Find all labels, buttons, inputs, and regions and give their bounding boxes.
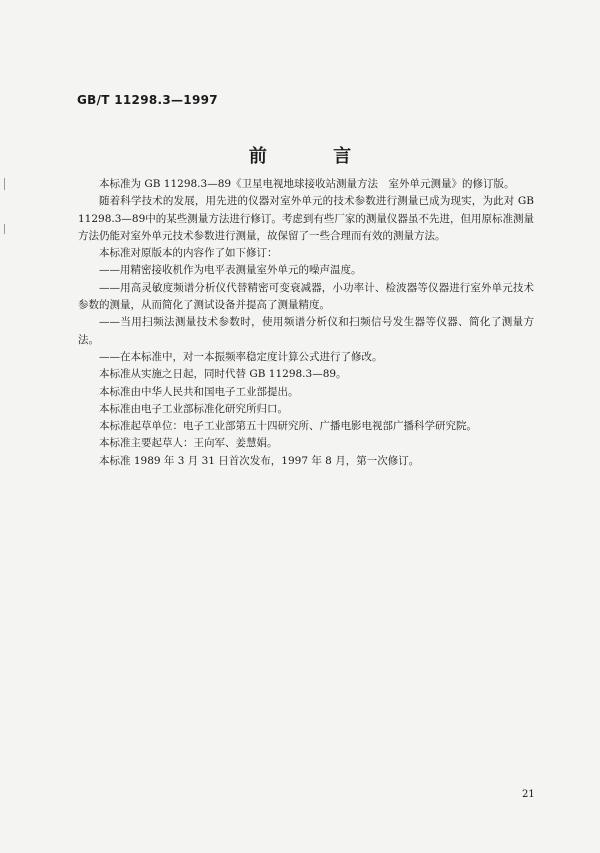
paragraph: 本标准由中华人民共和国电子工业部提出。 (99, 385, 299, 398)
revision-item: ——用高灵敏度频谱分析仪代替精密可变衰减器，小功率计、检波器等仪器进行室外单元技术参数的测量，从而简化了测试设备并提高了测量精度。 (78, 281, 534, 312)
paragraph: 本标准主要起草人：王向军、姜慧娟。 (99, 437, 278, 450)
paragraph: 本标准为 GB 11298.3—89《卫星电视地球接收站测量方法 室外单元测量》的修订版。 (99, 178, 515, 190)
paragraph: 本标准 1989 年 3 月 31 日首次发布，1997 年 8 月，第一次修订。 (99, 454, 420, 467)
page-number: 21 (522, 789, 535, 800)
scan-edge-mark (4, 224, 5, 234)
paragraph: 本标准由电子工业部标准化研究所归口。 (99, 402, 288, 415)
standard-code: GB/T 11298.3—1997 (77, 93, 218, 107)
paragraph: 本标准从实施之日起，同时代替 GB 11298.3—89。 (99, 368, 347, 381)
revision-item: ——用精密接收机作为电平表测量室外单元的噪声温度。 (99, 264, 362, 277)
paragraph: 随着科学技术的发展，用先进的仪器对室外单元的技术参数进行测量已成为现实，为此对 GB 11298.3—89中的某些测量方法进行修订。考虑到有些厂家的测量仪器虽不先进，但用原标准测量方法仍能对室外单元技术参数进行测量，故保留了一些合理而有效的测量方法。 (78, 195, 534, 242)
page-title: 前 言 (248, 146, 382, 167)
paragraph: 本标准起草单位：电子工业部第五十四研究所、广播电影电视部广播科学研究院。 (99, 420, 477, 433)
scan-edge-mark (4, 178, 5, 190)
revision-item: ——在本标准中，对一本振频率稳定度计算公式进行了修改。 (99, 350, 383, 363)
paragraph: 本标准对原版本的内容作了如下修订： (99, 247, 278, 260)
document-body (78, 176, 534, 470)
revision-item: ——当用扫频法测量技术参数时，使用频谱分析仪和扫频信号发生器等仪器、简化了测量方法。 (78, 316, 534, 346)
